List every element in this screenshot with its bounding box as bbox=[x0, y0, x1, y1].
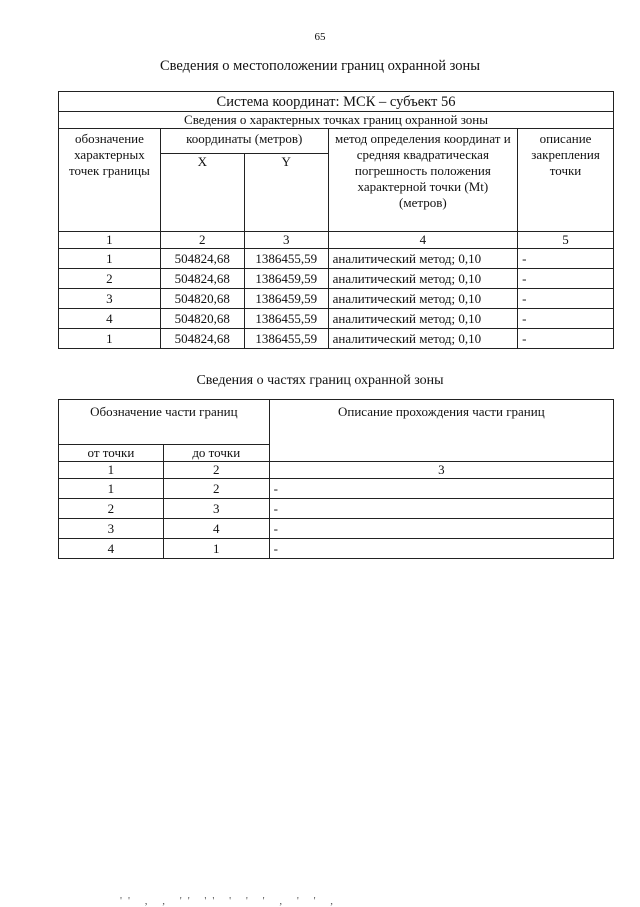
boundary-parts-table bbox=[58, 399, 614, 559]
points-column-numbers bbox=[59, 232, 614, 249]
boundary-points-table bbox=[58, 91, 614, 349]
document-title: Сведения о местоположении границ охранной зоны bbox=[159, 58, 480, 74]
point-description: - bbox=[518, 309, 614, 329]
parts-column-numbers bbox=[59, 462, 614, 479]
point-description: - bbox=[518, 249, 614, 269]
method-value: аналитический метод; 0,10 bbox=[328, 329, 517, 349]
to-point: 3 bbox=[163, 499, 269, 519]
method-value: аналитический метод; 0,10 bbox=[328, 289, 517, 309]
header-designation: обозначение характерных точек границы bbox=[59, 129, 161, 232]
cropped-footer-line: '' , , '' '' ' ' ' , ' ' , bbox=[120, 895, 340, 907]
column-number: 3 bbox=[244, 232, 328, 249]
part-description: - bbox=[269, 539, 613, 559]
coordinate-x: 504824,68 bbox=[160, 269, 244, 289]
coordinate-system-cell: Система координат: МСК – субъект 56 bbox=[59, 92, 614, 112]
point-number: 2 bbox=[59, 269, 161, 289]
table-row bbox=[59, 499, 614, 519]
part-description: - bbox=[269, 519, 613, 539]
page-number: 65 bbox=[314, 31, 326, 43]
header-x: X bbox=[160, 154, 244, 232]
part-description: - bbox=[269, 499, 613, 519]
parts-header-row bbox=[59, 400, 614, 445]
coordinate-y: 1386459,59 bbox=[244, 289, 328, 309]
header-description: описание закрепления точки bbox=[518, 129, 614, 232]
table-row bbox=[59, 519, 614, 539]
to-point: 4 bbox=[163, 519, 269, 539]
column-number: 1 bbox=[59, 462, 164, 479]
coordinate-x: 504820,68 bbox=[160, 289, 244, 309]
point-description: - bbox=[518, 329, 614, 349]
coordinate-x: 504824,68 bbox=[160, 249, 244, 269]
table-row bbox=[59, 539, 614, 559]
coordinate-x: 504824,68 bbox=[160, 329, 244, 349]
table-row bbox=[59, 269, 614, 289]
method-value: аналитический метод; 0,10 bbox=[328, 269, 517, 289]
header-part-description: Описание прохождения части границ bbox=[269, 400, 613, 462]
point-number: 1 bbox=[59, 329, 161, 349]
to-point: 1 bbox=[163, 539, 269, 559]
header-method: метод определения координат и средняя квадратическая погрешность положения характерной точки (Mt) (метров) bbox=[328, 129, 517, 232]
column-number: 3 bbox=[269, 462, 613, 479]
header-to-point: до точки bbox=[163, 445, 269, 462]
header-from-point: от точки bbox=[59, 445, 164, 462]
coordinate-y: 1386455,59 bbox=[244, 329, 328, 349]
point-number: 1 bbox=[59, 249, 161, 269]
column-number: 2 bbox=[160, 232, 244, 249]
table-row bbox=[59, 309, 614, 329]
table-row bbox=[59, 479, 614, 499]
points-header-row bbox=[59, 129, 614, 154]
coordinate-y: 1386459,59 bbox=[244, 269, 328, 289]
point-description: - bbox=[518, 289, 614, 309]
points-subtitle-row bbox=[59, 112, 614, 129]
table-row bbox=[59, 249, 614, 269]
table-row bbox=[59, 329, 614, 349]
point-number: 4 bbox=[59, 309, 161, 329]
to-point: 2 bbox=[163, 479, 269, 499]
header-part-designation: Обозначение части границ bbox=[59, 400, 270, 445]
from-point: 3 bbox=[59, 519, 164, 539]
header-y: Y bbox=[244, 154, 328, 232]
header-coordinates: координаты (метров) bbox=[160, 129, 328, 154]
parts-section-title: Сведения о частях границ охранной зоны bbox=[196, 373, 444, 388]
column-number: 1 bbox=[59, 232, 161, 249]
column-number: 4 bbox=[328, 232, 517, 249]
method-value: аналитический метод; 0,10 bbox=[328, 309, 517, 329]
point-description: - bbox=[518, 269, 614, 289]
points-subtitle-cell: Сведения о характерных точках границ охранной зоны bbox=[59, 112, 614, 129]
coordinate-system-row bbox=[59, 92, 614, 112]
coordinate-x: 504820,68 bbox=[160, 309, 244, 329]
point-number: 3 bbox=[59, 289, 161, 309]
from-point: 4 bbox=[59, 539, 164, 559]
from-point: 2 bbox=[59, 499, 164, 519]
column-number: 5 bbox=[518, 232, 614, 249]
method-value: аналитический метод; 0,10 bbox=[328, 249, 517, 269]
part-description: - bbox=[269, 479, 613, 499]
coordinate-y: 1386455,59 bbox=[244, 309, 328, 329]
table-row bbox=[59, 289, 614, 309]
column-number: 2 bbox=[163, 462, 269, 479]
from-point: 1 bbox=[59, 479, 164, 499]
coordinate-y: 1386455,59 bbox=[244, 249, 328, 269]
